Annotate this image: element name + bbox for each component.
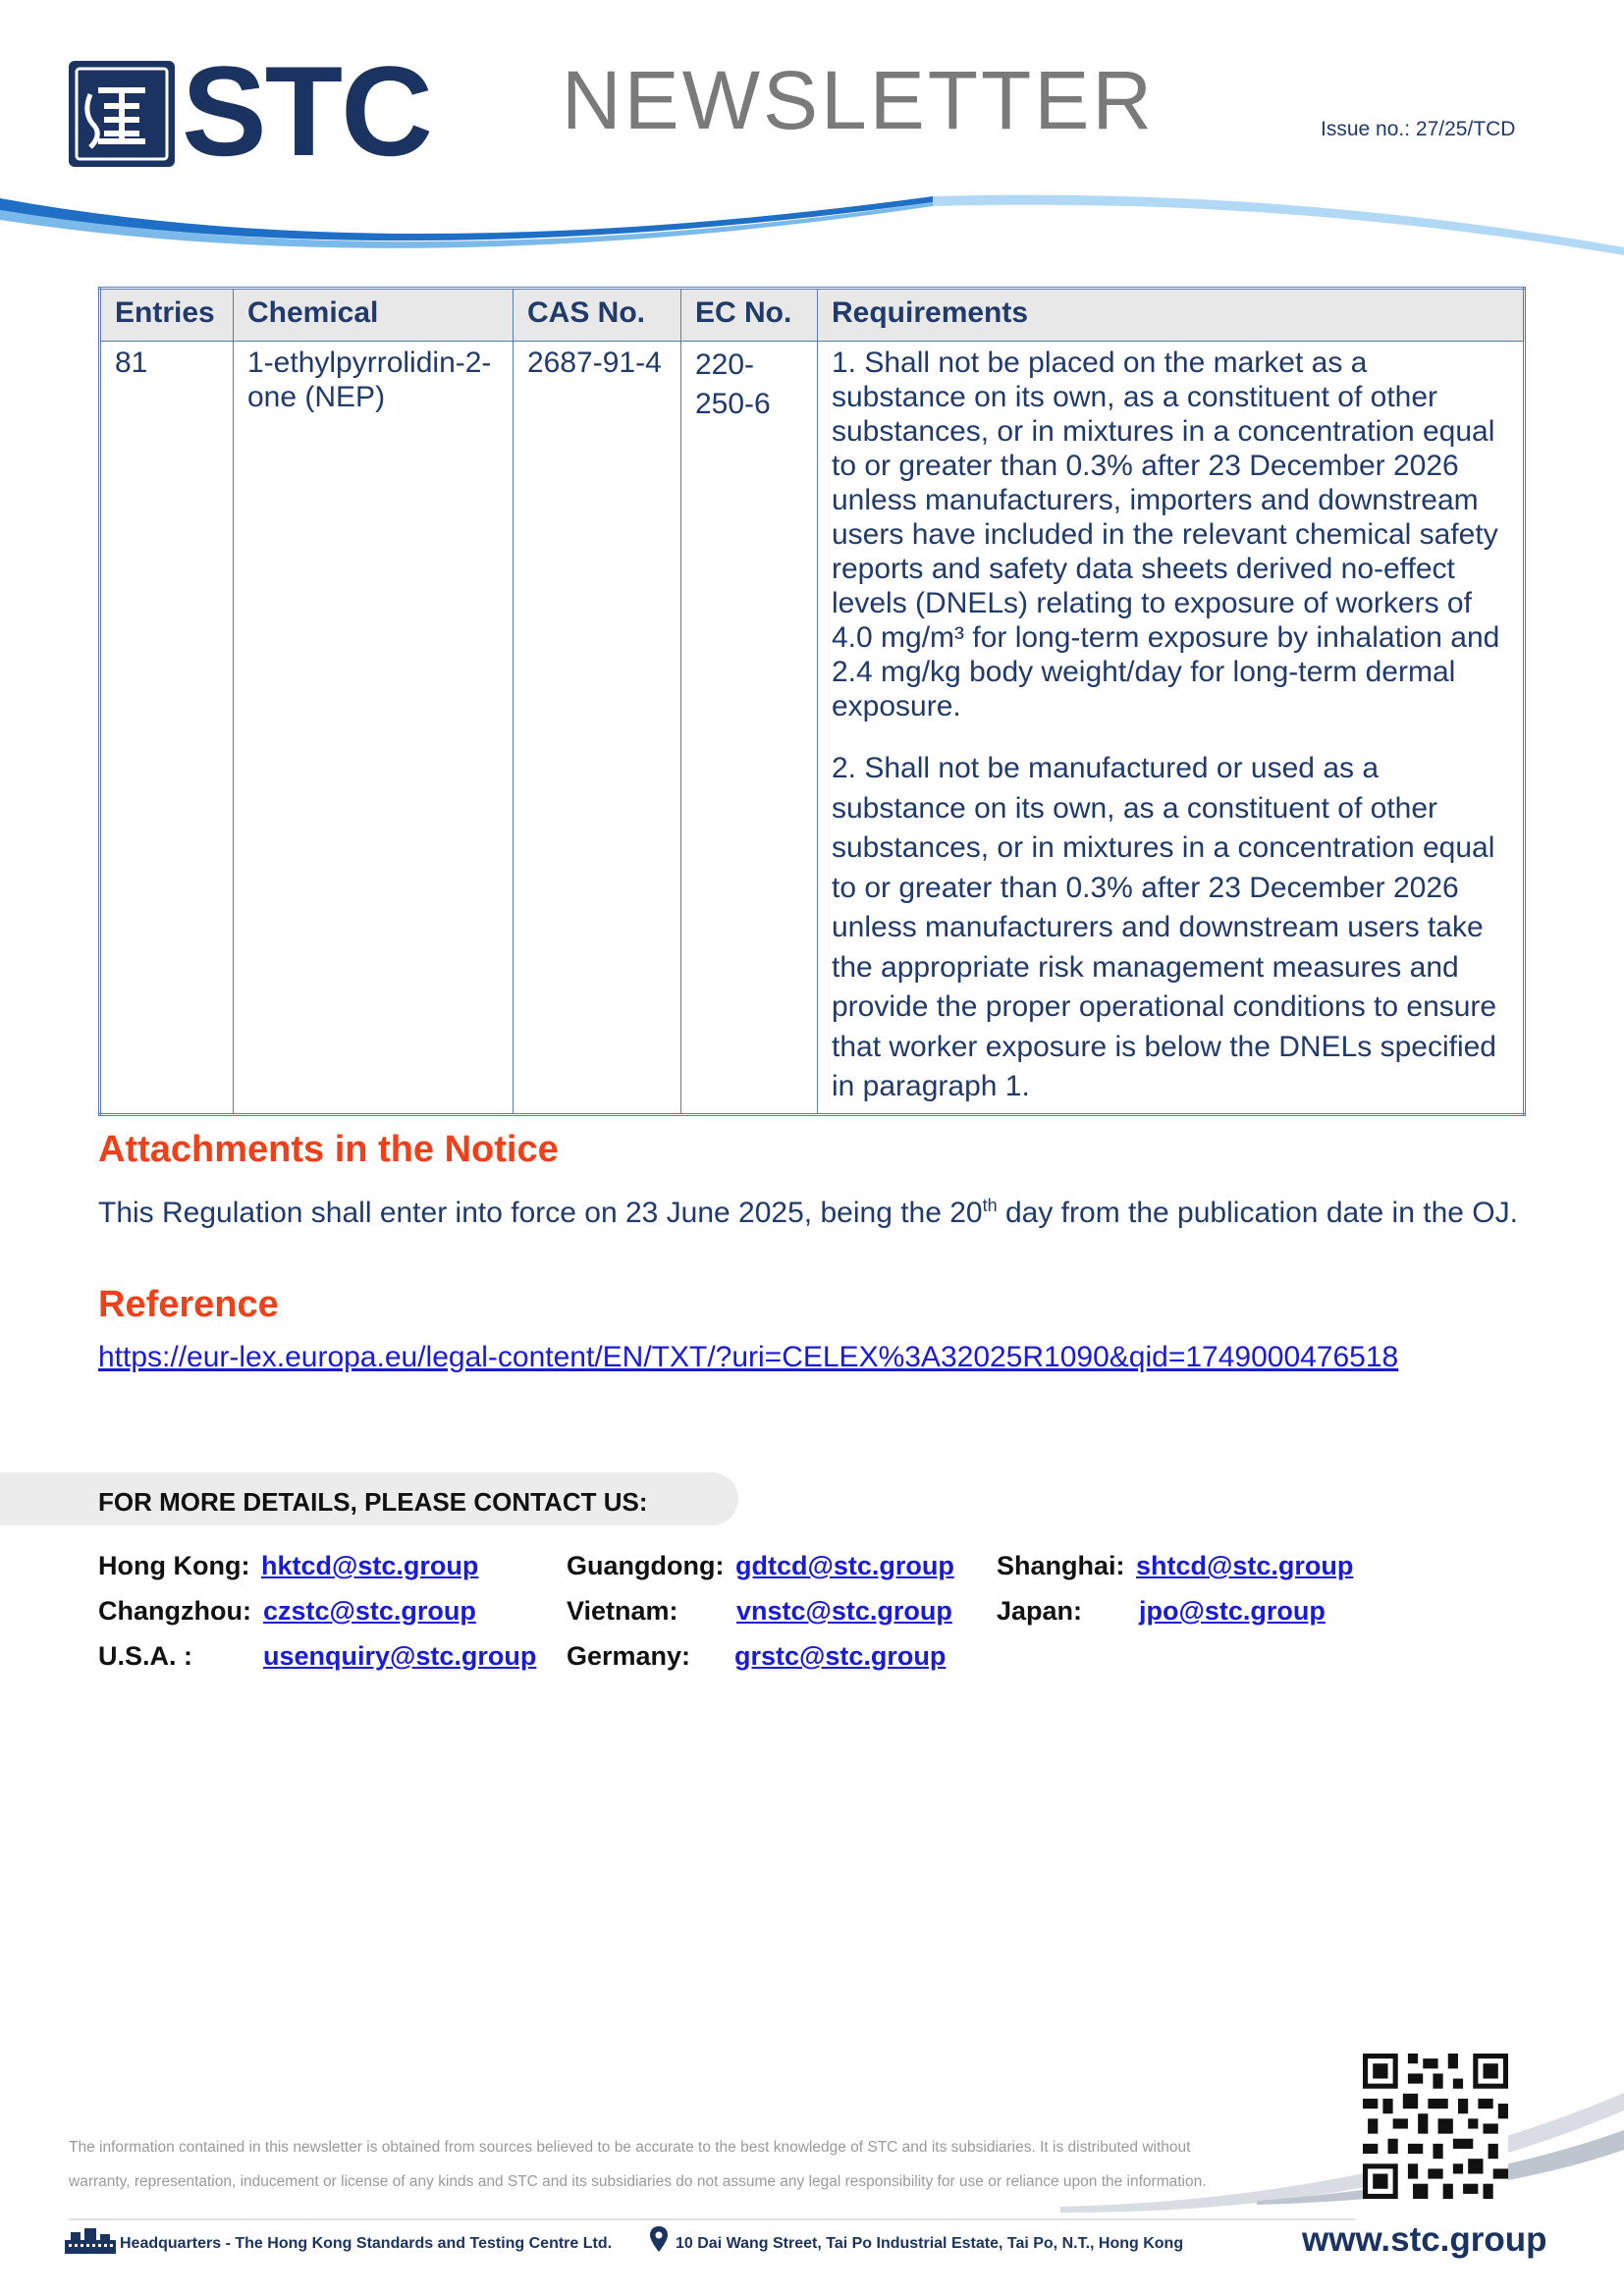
column-header-chemical: Chemical xyxy=(234,289,514,342)
website-url[interactable]: www.stc.group xyxy=(1302,2220,1547,2259)
contact-email-vietnam[interactable]: vnstc@stc.group xyxy=(736,1596,952,1626)
newsletter-title: NEWSLETTER xyxy=(562,54,1156,146)
header-wave-decoration xyxy=(0,177,1624,265)
attachments-superscript: th xyxy=(982,1196,998,1215)
column-header-ec: EC No. xyxy=(681,289,818,342)
contact-email-hong-kong[interactable]: hktcd@stc.group xyxy=(261,1551,479,1580)
contact-label-guangdong: Guangdong: xyxy=(567,1551,725,1580)
contact-heading: FOR MORE DETAILS, PLEASE CONTACT US: xyxy=(98,1487,648,1517)
disclaimer-line-1: The information contained in this newsletter is obtained from sources believed to be accurate to the best knowledge of STC and its subsidiaries. It is distributed without xyxy=(69,2139,1191,2156)
issue-number: Issue no.: 27/25/TCD xyxy=(1321,118,1516,140)
entry-cell: 81 xyxy=(100,342,234,1115)
contact-email-germany[interactable]: grstc@stc.group xyxy=(734,1641,947,1671)
headquarters-text: Headquarters - The Hong Kong Standards and Testing Centre Ltd. xyxy=(120,2235,613,2252)
qr-code-icon xyxy=(1363,2054,1508,2199)
table-header-row xyxy=(100,289,1525,342)
ec-cell: 220-250-6 xyxy=(681,342,818,1115)
requirements-table xyxy=(98,287,1526,1116)
contact-email-japan[interactable]: jpo@stc.group xyxy=(1139,1596,1326,1626)
attachments-text-start: This Regulation shall enter into force on 23 June 2025, being the 20 xyxy=(98,1197,983,1229)
contact-label-shanghai: Shanghai: xyxy=(997,1551,1125,1580)
contact-email-shanghai[interactable]: shtcd@stc.group xyxy=(1136,1551,1354,1580)
cas-cell: 2687-91-4 xyxy=(514,342,681,1115)
attachments-heading: Attachments in the Notice xyxy=(98,1129,559,1170)
column-header-entries: Entries xyxy=(100,289,234,342)
contact-email-guangdong[interactable]: gdtcd@stc.group xyxy=(735,1551,954,1580)
attachments-text xyxy=(98,1186,1532,1233)
disclaimer-line-2: warranty, representation, inducement or license of any kinds and STC and its subsidiaries do not assume any legal responsibility for use or reliance upon the information. xyxy=(69,2173,1207,2190)
reference-heading: Reference xyxy=(98,1284,279,1325)
footer-divider xyxy=(69,2218,1355,2220)
location-pin-icon xyxy=(650,2226,668,2252)
contact-email-usa[interactable]: usenquiry@stc.group xyxy=(263,1641,537,1671)
contact-label-germany: Germany: xyxy=(567,1641,691,1671)
contact-label-changzhou: Changzhou: xyxy=(98,1596,251,1626)
requirements-cell xyxy=(818,342,1525,1115)
requirement-paragraph-1: 1. Shall not be placed on the market as a substance on its own, as a constituent of other substances, or in mixtures in a concentration equal to or greater than 0.3% after 23 December 2026 unless manufacturers, importers and downstream users have included in the relevant chemical safety reports and safety data sheets derived no-effect levels (DNELs) relating to exposure of workers of 4.0 mg/m³ for long-term exposure by inhalation and 2.4 mg/kg body weight/day for long-term dermal exposure. xyxy=(832,347,1500,722)
requirement-paragraph-2: 2. Shall not be manufactured or used as a substance on its own, as a constituent of other substances, or in mixtures in a concentration equal to or greater than 0.3% after 23 December 2026 unless manufacturers and downstream users take the appropriate risk management measures and provide the proper operational conditions to ensure that worker exposure is below the DNELs specified in paragraph 1. xyxy=(832,752,1497,1102)
table-row xyxy=(100,342,1525,1115)
column-header-requirements: Requirements xyxy=(818,289,1525,342)
attachments-text-end: day from the publication date in the OJ. xyxy=(997,1197,1518,1229)
column-header-cas: CAS No. xyxy=(514,289,681,342)
address-text: 10 Dai Wang Street, Tai Po Industrial Estate, Tai Po, N.T., Hong Kong xyxy=(676,2235,1184,2252)
reference-link[interactable]: https://eur-lex.europa.eu/legal-content/EN/TXT/?uri=CELEX%3A32025R1090&qid=1749000476518 xyxy=(98,1341,1399,1373)
disclaimer-text xyxy=(69,2130,1345,2199)
contact-label-vietnam: Vietnam: xyxy=(567,1596,678,1626)
contact-label-usa: U.S.A. : xyxy=(98,1641,193,1671)
chemical-cell: 1-ethylpyrrolidin-2-one (NEP) xyxy=(234,342,514,1115)
stc-logo-text: STC xyxy=(182,39,431,183)
building-icon xyxy=(65,2228,116,2254)
stc-logo-icon xyxy=(69,61,175,167)
contact-label-hong-kong: Hong Kong: xyxy=(98,1551,250,1580)
contact-label-japan: Japan: xyxy=(997,1596,1083,1626)
contact-email-changzhou[interactable]: czstc@stc.group xyxy=(263,1596,476,1626)
